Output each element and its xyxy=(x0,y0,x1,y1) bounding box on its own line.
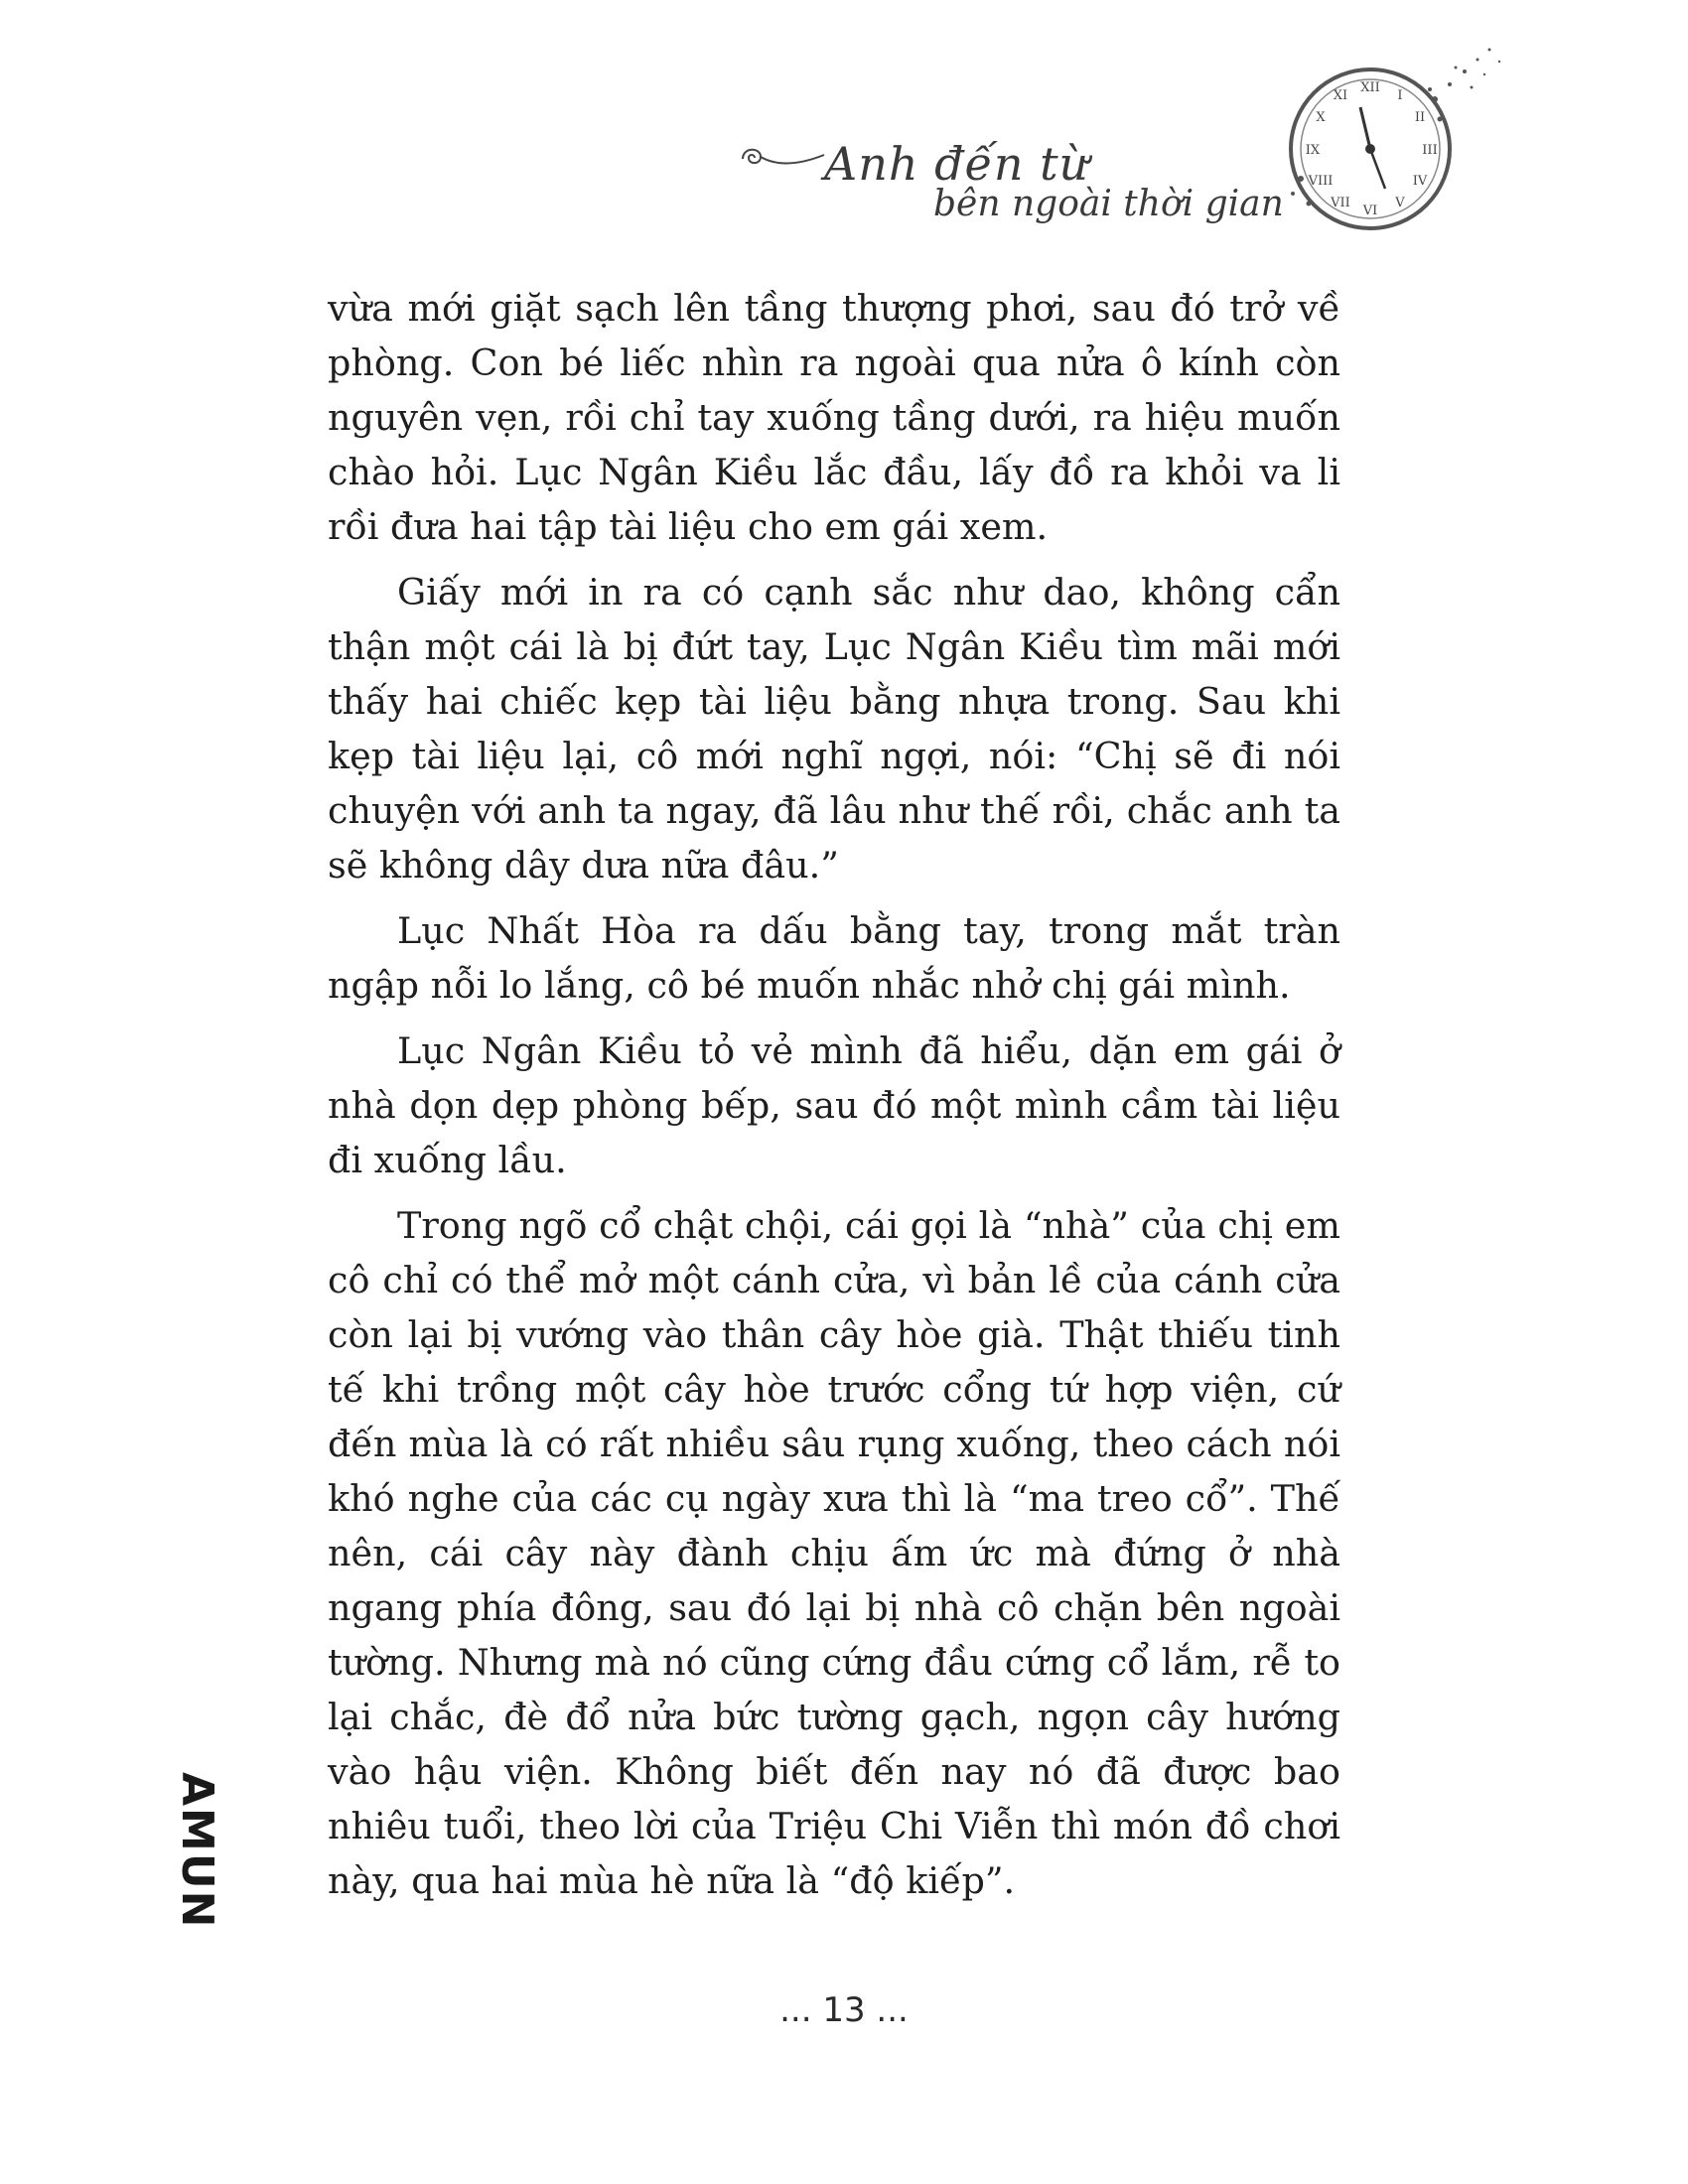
publisher-logo-text: AMUN xyxy=(172,1772,222,1930)
svg-text:IX: IX xyxy=(1305,143,1321,158)
svg-text:XI: XI xyxy=(1333,88,1348,103)
paragraph-4: Lục Ngân Kiều tỏ vẻ mình đã hiểu, dặn em gái ở nhà dọn dẹp phòng bếp, sau đó một mình cầm tài liệu đi xuống lầu. xyxy=(328,1029,1340,1181)
svg-text:X: X xyxy=(1316,110,1326,125)
running-header xyxy=(0,0,1688,258)
paragraph-1: vừa mới giặt sạch lên tầng thượng phơi, sau đó trở về phòng. Con bé liếc nhìn ra ngoài qua nửa ô kính còn nguyên vẹn, rồi chỉ tay xuống tầng dưới, ra hiệu muốn chào hỏi. Lục Ngân Kiều lắc đầu, lấy đồ ra khỏi va li rồi đưa hai tập tài liệu cho em gái xem. xyxy=(328,287,1340,548)
paragraph-5: Trong ngõ cổ chật chội, cái gọi là “nhà” của chị em cô chỉ có thể mở một cánh cửa, vì bản lề của cánh cửa còn lại bị vướng vào thân cây hòe già. Thật thiếu tinh tế khi trồng một cây hòe trước cổng tứ hợp viện, cứ đến mùa là có rất nhiều sâu rụng xuống, theo cách nói khó nghe của các cụ ngày xưa thì là “ma treo cổ”. Thế nên, cái cây này đành chịu ấm ức mà đứng ở nhà ngang phía đông, sau đó lại bị nhà cô chặn bên ngoài tường. Nhưng mà nó cũng cứng đầu cứng cổ lắm, rễ to lại chắc, đè đổ nửa bức tường gạch, ngọn cây hướng vào hậu viện. Không biết đến nay nó đã được bao nhiêu tuổi, theo lời của Triệu Chi Viễn thì món đồ chơi này, qua hai mùa hè nữa là “độ kiếp”. xyxy=(328,1204,1340,1902)
svg-text:VI: VI xyxy=(1362,204,1378,218)
publisher-logo xyxy=(173,1772,222,1931)
swirl-ornament-icon xyxy=(735,137,829,177)
svg-text:I: I xyxy=(1397,88,1403,103)
paragraph-2: Giấy mới in ra có cạnh sắc như dao, không cẩn thận một cái là bị đứt tay, Lục Ngân Kiều tìm mãi mới thấy hai chiếc kẹp tài liệu bằng nhựa trong. Sau khi kẹp tài liệu lại, cô mới nghĩ ngợi, nói: “Chị sẽ đi nói chuyện với anh ta ngay, đã lâu như thế rồi, chắc anh ta sẽ không dây dưa nữa đâu.” xyxy=(328,571,1340,887)
svg-text:II: II xyxy=(1414,110,1426,125)
body-text xyxy=(328,281,1340,1919)
svg-text:V: V xyxy=(1395,196,1405,210)
page-number: ... 13 ... xyxy=(779,1990,909,2030)
svg-text:XII: XII xyxy=(1360,80,1380,95)
paragraph-3: Lục Nhất Hòa ra dấu bằng tay, trong mắt tràn ngập nỗi lo lắng, cô bé muốn nhắc nhở chị gái mình. xyxy=(328,909,1340,1007)
svg-text:III: III xyxy=(1422,143,1438,158)
svg-text:IV: IV xyxy=(1412,174,1428,189)
svg-text:VII: VII xyxy=(1331,196,1350,210)
clock-icon xyxy=(1261,30,1509,238)
book-title-line2: bên ngoài thời gian xyxy=(933,184,1284,224)
book-title-line1: Anh đến từ xyxy=(824,137,1090,191)
svg-text:VIII: VIII xyxy=(1308,174,1334,189)
